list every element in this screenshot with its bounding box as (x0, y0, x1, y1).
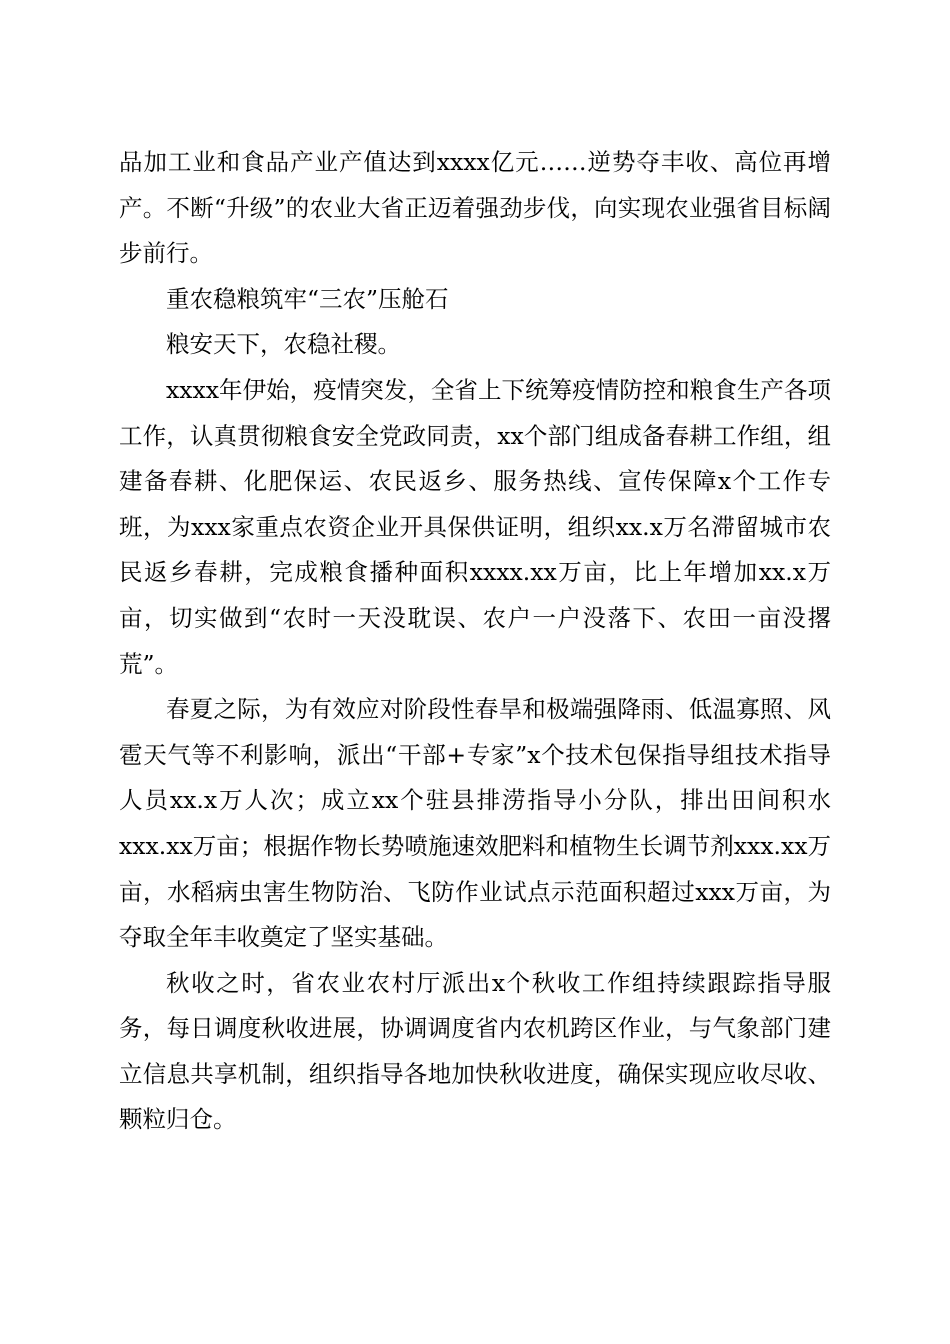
paragraph-spring-plowing: xxxx年伊始，疫情突发，全省上下统筹疫情防控和粮食生产各项工作，认真贯彻粮食安全党政同责，xx个部门组成备春耕工作组，组建备春耕、化肥保运、农民返乡、服务热线、宣传保障x个工作专班，为xxx家重点农资企业开具保供证明，组织xx.x万名滞留城市农民返乡春耕，完成粮食播种面积xxxx.xx万亩，比上年增加xx.x万亩，切实做到“农时一天没耽误、农户一户没落下、农田一亩没撂荒”。 (119, 375, 831, 678)
paragraph-spring-summer: 春夏之际，为有效应对阶段性春旱和极端强降雨、低温寡照、风雹天气等不利影响，派出“干部+专家”x个技术包保指导组技术指导人员xx.x万人次；成立xx个驻县排涝指导小分队，排出田间积水xxx.xx万亩；根据作物长势喷施速效肥料和植物生长调节剂xxx.xx万亩，水稻病虫害生物防治、飞防作业试点示范面积超过xxx万亩，为夺取全年丰收奠定了坚实基础。 (119, 695, 831, 952)
paragraph-motto: 粮安天下，农稳社稷。 (166, 330, 401, 359)
paragraph-continuation: 品加工业和食品产业产值达到xxxx亿元……逆势夺丰收、高位再增产。不断“升级”的农业大省正迈着强劲步伐，向实现农业强省目标阔步前行。 (119, 148, 831, 268)
document-body (119, 140, 831, 1143)
paragraph-autumn-harvest: 秋收之时，省农业农村厅派出x个秋收工作组持续跟踪指导服务，每日调度秋收进展，协调调度省内农机跨区作业，与气象部门建立信息共享机制，组织指导各地加快秋收进度，确保实现应收尽收、颗粒归仓。 (119, 968, 831, 1134)
section-heading: 重农稳粮筑牢“三农”压舱石 (166, 284, 449, 313)
